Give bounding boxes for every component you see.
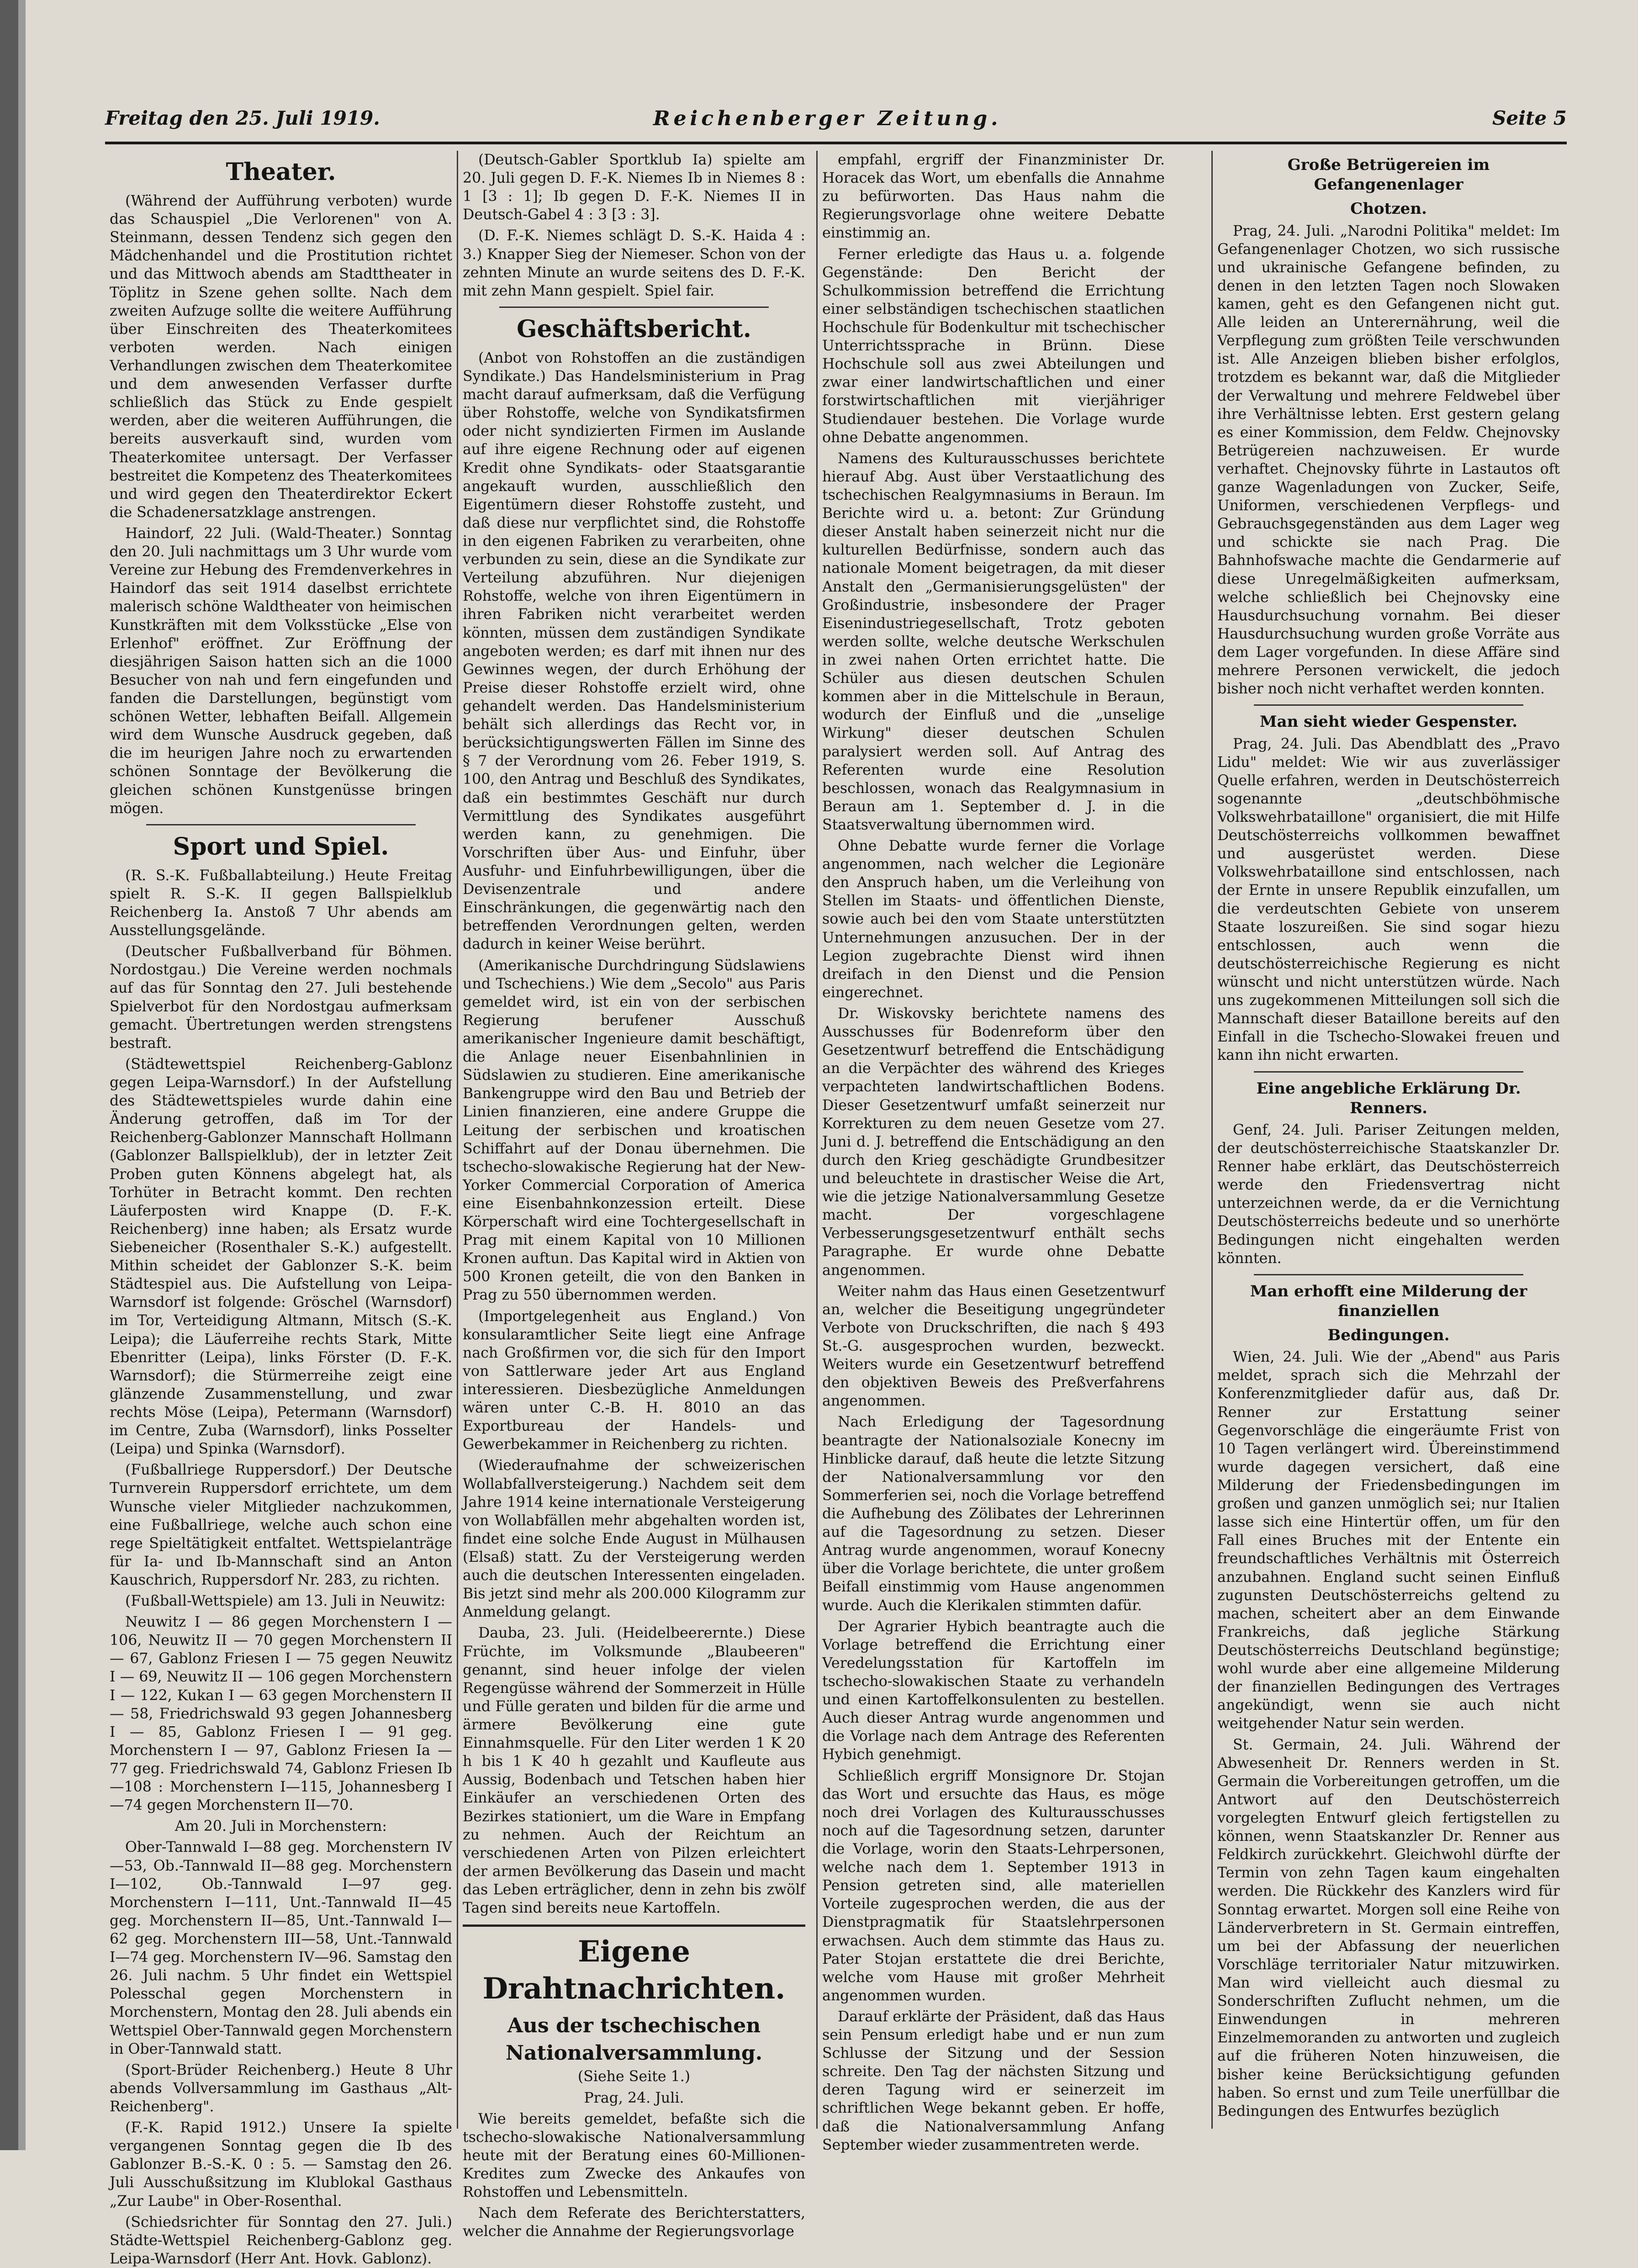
results-list: Ober-Tannwald I—88 geg. Morchenstern IV—53, Ob.-Tannwald II—88 geg. Morchenstern I—102, Ob.-Tannwald I—97 geg. Morchenstern I—111, Unt.-Tannwald II—45 geg. Morchenstern II—85, Unt.-Tannwald I—62 geg. Morchenstern III—58, Unt.-Tannwald I—74 geg. Morchenstern IV—96. Samstag den 26. Juli nachm. 5 Uhr findet ein Wettspiel Polesschal gegen Morchenstern in Morchenstern, Montag den 28. Juli abends ein Wettspiel Ober-Tannwald gegen Morchenstern in Ober-Tannwald statt. — [110, 1839, 452, 2057]
section-divider — [1254, 704, 1523, 706]
column-2 — [463, 151, 805, 2240]
article-paragraph: Schließlich ergriff Monsignore Dr. Stojan das Wort und ersuchte das Haus, es möge noch drei Vorlagen des Kulturausschusses noch auf die Tagesordnung setzen, darunter die Vorlage, worin den Staats-Lehrpersonen, welche nach dem 1. September 1913 in Pension getreten sind, alle materiellen Vorteile zugesprochen werden, die aus der Dienstpragmatik für Staatslehrpersonen erwachsen. Auch dem stimmte das Haus zu. Pater Stojan erstattete die drei Berichte, welche vom Hause mit großer Mehrheit angenommen wurden. — [822, 1767, 1165, 2004]
column-4 — [1217, 151, 1560, 2138]
article-heading: Eine angebliche Erklärung Dr. Renners. — [1256, 1079, 1521, 1117]
wire-dateline: Prag, 24. Juli. — [584, 2089, 684, 2106]
article-paragraph: Dr. Wiskovsky berichtete namens des Ausschusses für Bodenreform über den Gesetzentwurf betreffend die Entschädigung an die Verpächter des während des Krieges verpachteten landwirtschaftlichen Bodens. Dieser Gesetzentwurf umfaßt seinerzeit nur Korrekturen zu dem neuen Gesetze vom 27. Juni d. J. betreffend die Entschädigung an den durch den Krieg geschädigte Grundbesitzer und beleuchtete in drastischer Weise die Art, wie die jetzige Nationalversammlung Gesetze macht. Der vorgeschlagene Verbesserungsgesetzentwurf enthält sechs Paragraphe. Er wurde ohne Debatte angenommen. — [822, 1005, 1165, 1279]
section-divider — [499, 307, 769, 308]
wire-subheading-1: Aus der tschechischen — [507, 2014, 761, 2037]
article-heading: Man sieht wieder Gespenster. — [1259, 713, 1518, 731]
article-paragraph: Ohne Debatte wurde ferner die Vorlage angenommen, nach welcher die Legionäre den Anspruch haben, um die Verleihung von Stellen im Staats- und öffentlichen Dienste, sowie auch bei den vom Staate unterstützten Unternehmungen anzusuchen. Der in der Legion zugebrachte Dienst wird ihnen dreifach in den Dienst und die Pension eingerechnet. — [822, 838, 1165, 1001]
section-heading-wire: Eigene Drahtnachrichten. — [463, 1924, 805, 2008]
section-divider — [1254, 1274, 1523, 1275]
article-paragraph: (Städtewettspiel Reichenberg-Gablonz gegen Leipa-Warnsdorf.) In der Aufstellung des Städtewettspieles wurde dahin eine Änderung getroffen, daß im Tor der Reichenberg-Gablonzer Mannschaft Hollmann (Gablonzer Ballspielklub), der in letzter Zeit Proben guten Könnens abgelegt hat, als Torhüter in Betracht kommt. Den rechten Läuferposten wird Knappe (D. F.-K. Reichenberg) inne haben; als Ersatz wurde Siebeneicher (Rosenthaler S.-K.) aufgestellt. Mithin scheidet der Gablonzer S.-K. beim Städtespiel aus. Die Aufstellung von Leipa-Warnsdorf ist folgende: Gröschel (Warnsdorf) im Tor, Verteidigung Altmann, Mitsch (S.-K. Leipa); die Läuferreihe rechts Stark, Mitte Ebenritter (Leipa), links Förster (D. F.-K. Warnsdorf); die Stürmerreihe zeigt eine glänzende Zusammenstellung, und zwar rechts Möse (Leipa), Petermann (Warnsdorf) im Centre, Zuba (Warnsdorf), links Posselter (Leipa) und Spinka (Warnsdorf). — [110, 1056, 452, 1458]
column-1 — [110, 151, 452, 2267]
wire-reference: (Siehe Seite 1.) — [577, 2068, 691, 2085]
article-paragraph: (F.-K. Rapid 1912.) Unsere Ia spielte vergangenen Sonntag gegen die Ib des Gablonzer B.-S.-K. 0 : 5. — Samstag den 26. Juli Ausschußsitzung im Klublokal Gasthaus „Zur Laube" in Ober-Rosenthal. — [110, 2120, 452, 2210]
header-masthead: Reichenberger Zeitung. — [653, 107, 1002, 130]
article-paragraph: Nach Erledigung der Tagesordnung beantragte der Nationalsoziale Konecny im Hinblicke darauf, daß heute die letzte Sitzung der Nationalversammlung vor den Sommerferien sei, noch die Vorlage betreffend die Aufhebung des Zölibates der Lehrerinnen auf die Tagesordnung zu setzen. Dieser Antrag wurde angenommen, worauf Konecny über die Vorlage berichtete, die unter großem Beifall einstimmig vom Hause angenommen wurde. Auch die Klerikalen stimmten dafür. — [822, 1414, 1165, 1614]
article-paragraph: (Schiedsrichter für Sonntag den 27. Juli.) Städte-Wettspiel Reichenberg-Gablonz geg. Leipa-Warnsdorf (Herr Ant. Hovk. Gablonz). — [110, 2214, 452, 2267]
binding-edge — [0, 0, 18, 2150]
binding-shadow — [18, 0, 26, 2150]
article-paragraph: Der Agrarier Hybich beantragte auch die Vorlage betreffend die Errichtung einer Veredelungsstation für Kartoffeln im tschecho-slowakischen Staate zu verhandeln und einen Kartoffelkonsulenten zu bestellen. Auch dieser Antrag wurde angenommen und die Vorlage nach dem Antrage des Referenten Hybich genehmigt. — [822, 1618, 1165, 1763]
article-paragraph: Prag, 24. Juli. Das Abendblatt des „Pravo Lidu" meldet: Wie wir aus zuverlässiger Quelle erfahren, werden in Deutschösterreich sogenannte „deutschböhmische Volkswehrbataillone" organisiert, die mit Hilfe Deutschösterreichs vollkommen bewaffnet und ausgerüstet werden. Diese Volkswehrbataillone sind entschlossen, nach der Ernte in unsere Republik einzufallen, um die verdeutschten Gebiete von unserem Staate loszureißen. Sie sind sogar hiezu entschlossen, auch wenn die deutschösterreichische Regierung es nicht wünscht und nicht unterstützen würde. Nach uns zugekommenen Mitteilungen soll sich die Mannschaft dieser Bataillone bereits auf den Einfall in die Tschecho-Slowakei freuen und kann ihn nicht erwarten. — [1217, 735, 1560, 1064]
article-paragraph: Wien, 24. Juli. Wie der „Abend" aus Paris meldet, sprach sich die Mehrzahl der Konferenzmitglieder dafür aus, daß Dr. Renner zur Erstattung seiner Gegenvorschläge die eingeräumte Frist von 10 Tagen verlängert wird. Übereinstimmend wurde dagegen versichert, daß eine Milderung der Friedensbedingungen im großen und ganzen unmöglich sei; nur Italien lasse sich eine Hintertür offen, um für den Fall eines Bruches mit der Entente ein freundschaftliches Verhältnis mit Österreich anzubahnen. England sucht seinen Einfluß zugunsten Deutschösterreichs geltend zu machen, scheitert aber an dem Einwande Frankreichs, daß jegliche Stärkung Deutschösterreichs Deutschland begünstige; wohl wurde aber eine allgemeine Milderung der finanziellen Bedingungen des Vertrages angekündigt, wenn sie auch nicht weitgehender Natur sein werden. — [1217, 1349, 1560, 1732]
column-divider — [1211, 151, 1213, 2129]
article-paragraph: empfahl, ergriff der Finanzminister Dr. Horacek das Wort, um ebenfalls die Annahme zu befürworten. Das Haus nahm die Regierungsvorlage ohne weitere Debatte einstimmig an. — [822, 152, 1165, 242]
article-paragraph: (Fußballriege Ruppersdorf.) Der Deutsche Turnverein Ruppersdorf errichtete, um dem Wunsche vieler Mitglieder nachzukommen, eine Fußballriege, welche auch schon eine rege Spieltätigkeit entfaltet. Wettspielanträge für Ia- und Ib-Mannschaft sind an Anton Kauschrich, Ruppersdorf Nr. 283, zu richten. — [110, 1462, 452, 1588]
article-paragraph: (Wiederaufnahme der schweizerischen Wollabfallversteigerung.) Nachdem seit dem Jahre 1914 keine internationale Versteigerung von Wollabfällen mehr abgehalten worden ist, findet eine solche Ende August in Mülhausen (Elsaß) statt. Zu der Versteigerung werden auch die deutschen Interessenten eingeladen. Bis jetzt sind mehr als 200.000 Kilogramm zur Anmeldung gelangt. — [463, 1457, 805, 1621]
header-rule — [105, 142, 1567, 144]
article-paragraph: (R. S.-K. Fußballabteilung.) Heute Freitag spielt R. S.-K. II gegen Ballspielklub Reichenberg Ia. Anstoß 7 Uhr abends am Ausstellungsgelände. — [110, 867, 452, 939]
article-paragraph: Nach dem Referate des Berichterstatters, welcher die Annahme der Regierungsvorlage — [463, 2205, 805, 2240]
article-heading: Man erhofft eine Milderung der finanziellen — [1250, 1282, 1527, 1320]
article-paragraph: (Anbot von Rohstoffen an die zuständigen Syndikate.) Das Handelsministerium in Prag macht darauf aufmerksam, daß die Verfügung über Rohstoffe, welche von Syndikatsfirmen oder nicht syndizierten Firmen im Auslande auf ihre eigene Rechnung oder auf eigenen Kredit ohne Syndikats- oder Staatsgarantie angekauft wurden, ausschließlich den Eigentümern dieser Rohstoffe zusteht, und daß diese nur verpflichtet sind, die Rohstoffe in den eigenen Fabriken zu verarbeiten, ohne verbunden zu sein, diese an die Syndikate zur Verteilung abzuführen. Nur diejenigen Rohstoffe, welche von ihren Eigentümern in ihren Fabriken nicht verarbeitet werden könnten, müssen dem zuständigen Syndikate angeboten werden; es darf mit ihnen nur des Gewinnes wegen, der durch Erhöhung der Preise dieser Rohstoffe erzielt wird, ohne gehandelt werden. Das Handelsministerium behält sich allerdings das Recht vor, in berücksichtigungswerten Fällen im Sinne des § 7 der Verordnung vom 26. Feber 1919, S. 100, den Antrag und Beschluß des Syndikates, daß ein bestimmtes Geschäft nur durch Vermittlung des Syndikates ausgeführt werden kann, zu genehmigen. Die Vorschriften über Aus- und Einfuhr, über Ausfuhr- und Einfuhrbewilligungen, über die Devisenzentrale und andere Einschränkungen, die gegenwärtig nach den betreffenden Verordnungen gelten, werden dadurch in keiner Weise berührt. — [463, 349, 805, 953]
results-subheading: Am 20. Juli in Morchenstern: — [174, 1818, 387, 1835]
section-divider — [146, 824, 416, 825]
section-divider — [1254, 1071, 1523, 1073]
article-paragraph: (Während der Aufführung verboten) wurde das Schauspiel „Die Verlorenen" von A. Steinmann, dessen Tendenz sich gegen den Mädchenhandel und die Prostitution richtet und das Mittwoch abends am Stadttheater in Töplitz in Szene gehen sollte. Nach dem zweiten Aufzuge sollte die weitere Aufführung über Einschreiten des Theaterkomitees verboten werden. Nach einigen Verhandlungen zwischen dem Theaterkomitee und dem anwesenden Verfasser durfte schließlich das Stück zu Ende gespielt werden, aber die weiteren Aufführungen, die bereits ausverkauft sind, wurden vom Theaterkomitee untersagt. Der Verfasser bestreitet die Kompetenz des Theaterkomitees und wird gegen den Theaterdirektor Eckert die Schadenersatzklage anstrengen. — [110, 193, 452, 521]
article-paragraph: (Importgelegenheit aus England.) Von konsularamtlicher Seite liegt eine Anfrage nach Großfirmen vor, die sich für den Import von Sattlerware jeder Art aus England interessieren. Diesbezügliche Anmeldungen wären unter C.-B. H. 8010 an das Exportbureau der Handels- und Gewerbekammer in Reichenberg zu richten. — [463, 1308, 805, 1453]
section-heading-sport: Sport und Spiel. — [173, 832, 389, 861]
article-paragraph: St. Germain, 24. Juli. Während der Abwesenheit Dr. Renners werden in St. Germain die Vorbereitungen getroffen, um die Antwort auf den Deutschösterreich vorgelegten Entwurf gleich fertigstellen zu können, wenn Staatskanzler Dr. Renner aus Feldkirch zurückkehrt. Gleichwohl dürfte der Termin von zehn Tagen kaum eingehalten werden. Die Rückkehr des Kanzlers wird für Sonntag erwartet. Morgen soll eine Reihe von Länderverbretern in St. Germain eintreffen, um bei der Abfassung der neuerlichen Vorschläge territorialer Natur mitzuwirken. Man wird vielleicht auch diesmal zu Sonderschriften Zuflucht nehmen, um die Einwendungen in mehreren Einzelmemoranden zu antworten und zugleich auf die früheren Noten hinzuweisen, die bisher keine Berücksichtigung gefunden haben. So ernst und zum Teile unerfüllbar die Bedingungen des Entwurfes bezüglich — [1217, 1736, 1560, 2120]
wire-subheading-2: Nationalversammlung. — [505, 2041, 763, 2065]
article-heading: Chotzen. — [1350, 200, 1427, 218]
article-paragraph: (Deutsch-Gabler Sportklub Ia) spielte am 20. Juli gegen D. F.-K. Niemes Ib in Niemes 8 : 1 [3 : 1]; Ib gegen D. F.-K. Niemes II in Deutsch-Gabel 4 : 3 [3 : 3]. — [463, 152, 805, 223]
article-heading: Bedingungen. — [1327, 1326, 1450, 1345]
results-list: Neuwitz I — 86 gegen Morchenstern I — 106, Neuwitz II — 70 gegen Morchenstern II — 67, Gablonz Friesen I — 75 gegen Neuwitz I — 69, Neuwitz II — 106 gegen Morchenstern I — 122, Kukan I — 63 gegen Morchenstern II — 58, Friedrichswald 93 gegen Johannesberg I — 85, Gablonz Friesen I — 91 geg. Morchenstern I — 97, Gablonz Friesen Ia — 77 geg. Friedrichswald 74, Gablonz Friesen Ib—108 : Morchenstern I—115, Johannesberg I—74 gegen Morchenstern II—70. — [110, 1614, 452, 1814]
section-heading-business: Geschäftsbericht. — [517, 315, 751, 343]
article-paragraph: (Sport-Brüder Reichenberg.) Heute 8 Uhr abends Vollversammlung im Gasthaus „Alt-Reichenberg". — [110, 2062, 452, 2115]
article-paragraph: Prag, 24. Juli. „Narodni Politika" meldet: Im Gefangenenlager Chotzen, wo sich russische und ukrainische Gefangene befinden, zu denen in den letzten Tagen noch Slowaken kamen, geht es den Gefangenen nicht gut. Alle leiden an Unterernährung, weil die Verpflegung zum größten Teile verschwunden ist. Alle Anzeigen blieben bisher erfolglos, trotzdem es bekannt war, daß die Mitglieder der Verwaltung und mehrere Feldwebel über ihre Verhältnisse lebten. Erst gestern gelang es einer Kommission, dem Feldw. Chejnovsky Betrügereien nachzuweisen. Er wurde verhaftet. Chejnovsky führte in Lastautos oft ganze Wagenladungen von Zucker, Seife, Uniformen, verschiedenen Verpflegs- und Gebrauchsgegenständen aus dem Lager weg und schickte sie nach Prag. Die Bahnhofswache machte die Gendarmerie auf diese Unregelmäßigkeiten aufmerksam, welche schließlich bei Chejnovsky eine Hausdurchsuchung vornahm. Bei dieser Hausdurchsuchung wurden große Vorräte aus dem Lager vorgefunden. In diese Affäre sind mehrere Personen verwickelt, die jedoch bisher noch nicht verhaftet werden konnten. — [1217, 222, 1560, 698]
article-paragraph: Genf, 24. Juli. Pariser Zeitungen melden, der deutschösterreichische Staatskanzler Dr. Renner habe erklärt, das Deutschösterreich werde den Friedensvertrag nicht unterzeichnen werde, da er die Vernichtung Deutschösterreichs bedeute und so unerhörte Bedingungen nicht eingehalten werden könnten. — [1217, 1121, 1560, 1267]
article-paragraph: Darauf erklärte der Präsident, daß das Haus sein Pensum erledigt habe und er nun zum Schlusse der Sitzung und der Session schreite. Den Tag der nächsten Sitzung und deren Tagung wird er seinerzeit im schriftlichen Wege bekannt geben. Er hoffe, daß die Nationalversammlung Anfang September wieder zusammentreten werde. — [822, 2008, 1165, 2153]
article-paragraph: (Deutscher Fußballverband für Böhmen. Nordostgau.) Die Vereine werden nochmals auf das für Sonntag den 27. Juli bestehende Spielverbot für den Nordostgau aufmerksam gemacht. Übertretungen werden strengstens bestraft. — [110, 943, 452, 1052]
article-paragraph: Dauba, 23. Juli. (Heidelbeerernte.) Diese Früchte, im Volksmunde „Blaubeeren" genannt, sind heuer infolge der vielen Regengüsse während der Sommerzeit in Hülle und Fülle geraten und bilden für die arme und ärmere Bevölkerung eine gute Einnahmsquelle. Für den Liter werden 1 K 20 h bis 1 K 40 h gezahlt und Kaufleute aus Aussig, Bodenbach und Tetschen haben hier Einkäufer an verschiedenen Orten des Bezirkes stationiert, um die Ware in Empfang zu nehmen. Auch der Reichtum an verschiedenen Arten von Pilzen erleichtert der armen Bevölkerung das Dasein und macht das Leben erträglicher, denn in zehn bis zwölf Tagen sind bereits neue Kartoffeln. — [463, 1625, 805, 1917]
article-paragraph: Weiter nahm das Haus einen Gesetzentwurf an, welcher die Beseitigung ungegründeter Verbote von Druckschriften, die nach § 493 St.-G. ausgesprochen wurden, bezweckt. Weiters wurde ein Gesetzentwurf betreffend den objektiven Beweis des Preßverfahrens angenommen. — [822, 1283, 1165, 1410]
article-paragraph: Ferner erledigte das Haus u. a. folgende Gegenstände: Den Bericht der Schulkommission betreffend die Errichtung einer selbständigen tschechischen staatlichen Hochschule für Bodenkultur mit tschechischer Unterrichtssprache in Brünn. Diese Hochschule soll aus zwei Abteilungen und zwar einer landwirtschaftlichen und einer forstwirtschaftlichen mit vierjähriger Studiendauer bestehen. Die Vorlage wurde ohne Debatte angenommen. — [822, 246, 1165, 446]
article-paragraph: (Amerikanische Durchdringung Südslawiens und Tschechiens.) Wie dem „Secolo" aus Paris gemeldet wird, ist ein von der serbischen Regierung berufener Ausschuß amerikanischer Ingenieure damit beschäftigt, die Anlage neuer Eisenbahnlinien in Südslawien zu studieren. Eine amerikanische Bankengruppe wird den Bau und Betrieb der Linien finanzieren, eine andere Gruppe die Leitung der serbischen und kroatischen Schiffahrt auf der Donau übernehmen. Die tschecho-slowakische Regierung hat der New-Yorker Commercial Corporation of America eine Eisenbahnkonzession erteilt. Diese Körperschaft wird eine Tochtergesellschaft in Prag mit einem Kapital von 10 Millionen Kronen auftun. Das Kapital wird in Aktien von 500 Kronen geteilt, die von den Banken in Prag zu 550 übernommen werden. — [463, 957, 805, 1304]
section-heading-theater: Theater. — [226, 158, 336, 186]
article-paragraph: (Fußball-Wettspiele) am 13. Juli in Neuwitz: — [125, 1593, 446, 1610]
article-paragraph: (D. F.-K. Niemes schlägt D. S.-K. Haida 4 : 3.) Knapper Sieg der Niemeser. Schon von der zehnten Minute an wurde seitens des D. F.-K. mit zehn Mann gespielt. Spiel fair. — [463, 227, 805, 299]
article-paragraph: Wie bereits gemeldet, befaßte sich die tschecho-slowakische Nationalversammlung heute mit der Beratung eines 60-Millionen-Kredites zum Zwecke des Ankaufes von Rohstoffen und Lebensmitteln. — [463, 2110, 805, 2201]
column-3 — [822, 151, 1165, 2153]
header-page-number: Seite 5 — [1492, 107, 1567, 129]
column-divider — [816, 151, 818, 2129]
header-date: Freitag den 25. Juli 1919. — [105, 107, 380, 129]
article-heading: Große Betrügereien im Gefangenenlager — [1287, 156, 1490, 194]
article-paragraph: Haindorf, 22 Juli. (Wald-Theater.) Sonntag den 20. Juli nachmittags um 3 Uhr wurde vom Vereine zur Hebung des Fremdenverkehres in Haindorf das seit 1914 daselbst errichtete malerisch schöne Waldtheater von heimischen Kunstkräften mit dem Volksstücke „Else von Erlenhof" eröffnet. Zur Eröffnung der diesjährigen Saison hatten sich an die 1000 Besucher von nah und fern eingefunden und fanden die Darstellungen, begünstigt vom schönen Wetter, lebhaften Beifall. Allgemein wird dem Wunsche Ausdruck gegeben, daß die im heurigen Jahre noch zu erwartenden schönen Sonntage der Bevölkerung die gleichen schönen Kunstgenüsse bringen mögen. — [110, 525, 452, 817]
column-divider — [457, 151, 458, 2129]
article-paragraph: Namens des Kulturausschusses berichtete hierauf Abg. Aust über Verstaatlichung des tschechischen Realgymnasiums in Beraun. Im Berichte wird u. a. betont: Zur Gründung dieser Anstalt haben seinerzeit nicht nur die kulturellen Bedürfnisse, sondern auch das nationale Moment beigetragen, da mit dieser Anstalt den „Germanisierungsgelüsten" der Großindustrie, insbesondere der Prager Eisenindustriegesellschaft, Trotz geboten werden sollte, welche deutsche Werkschulen in zwei nahen Orten errichtet hatte. Die Schüler aus diesen deutschen Schulen kommen aber in die Mittelschule in Beraun, wodurch der Einfluß und die „unselige Wirkung" dieser deutschen Schulen paralysiert werden soll. Auf Antrag des Referenten wurde eine Resolution beschlossen, wonach das Realgymnasium in Beraun am 1. September d. J. in die Staatsverwaltung übernommen wird. — [822, 450, 1165, 833]
page-header — [105, 104, 1567, 141]
